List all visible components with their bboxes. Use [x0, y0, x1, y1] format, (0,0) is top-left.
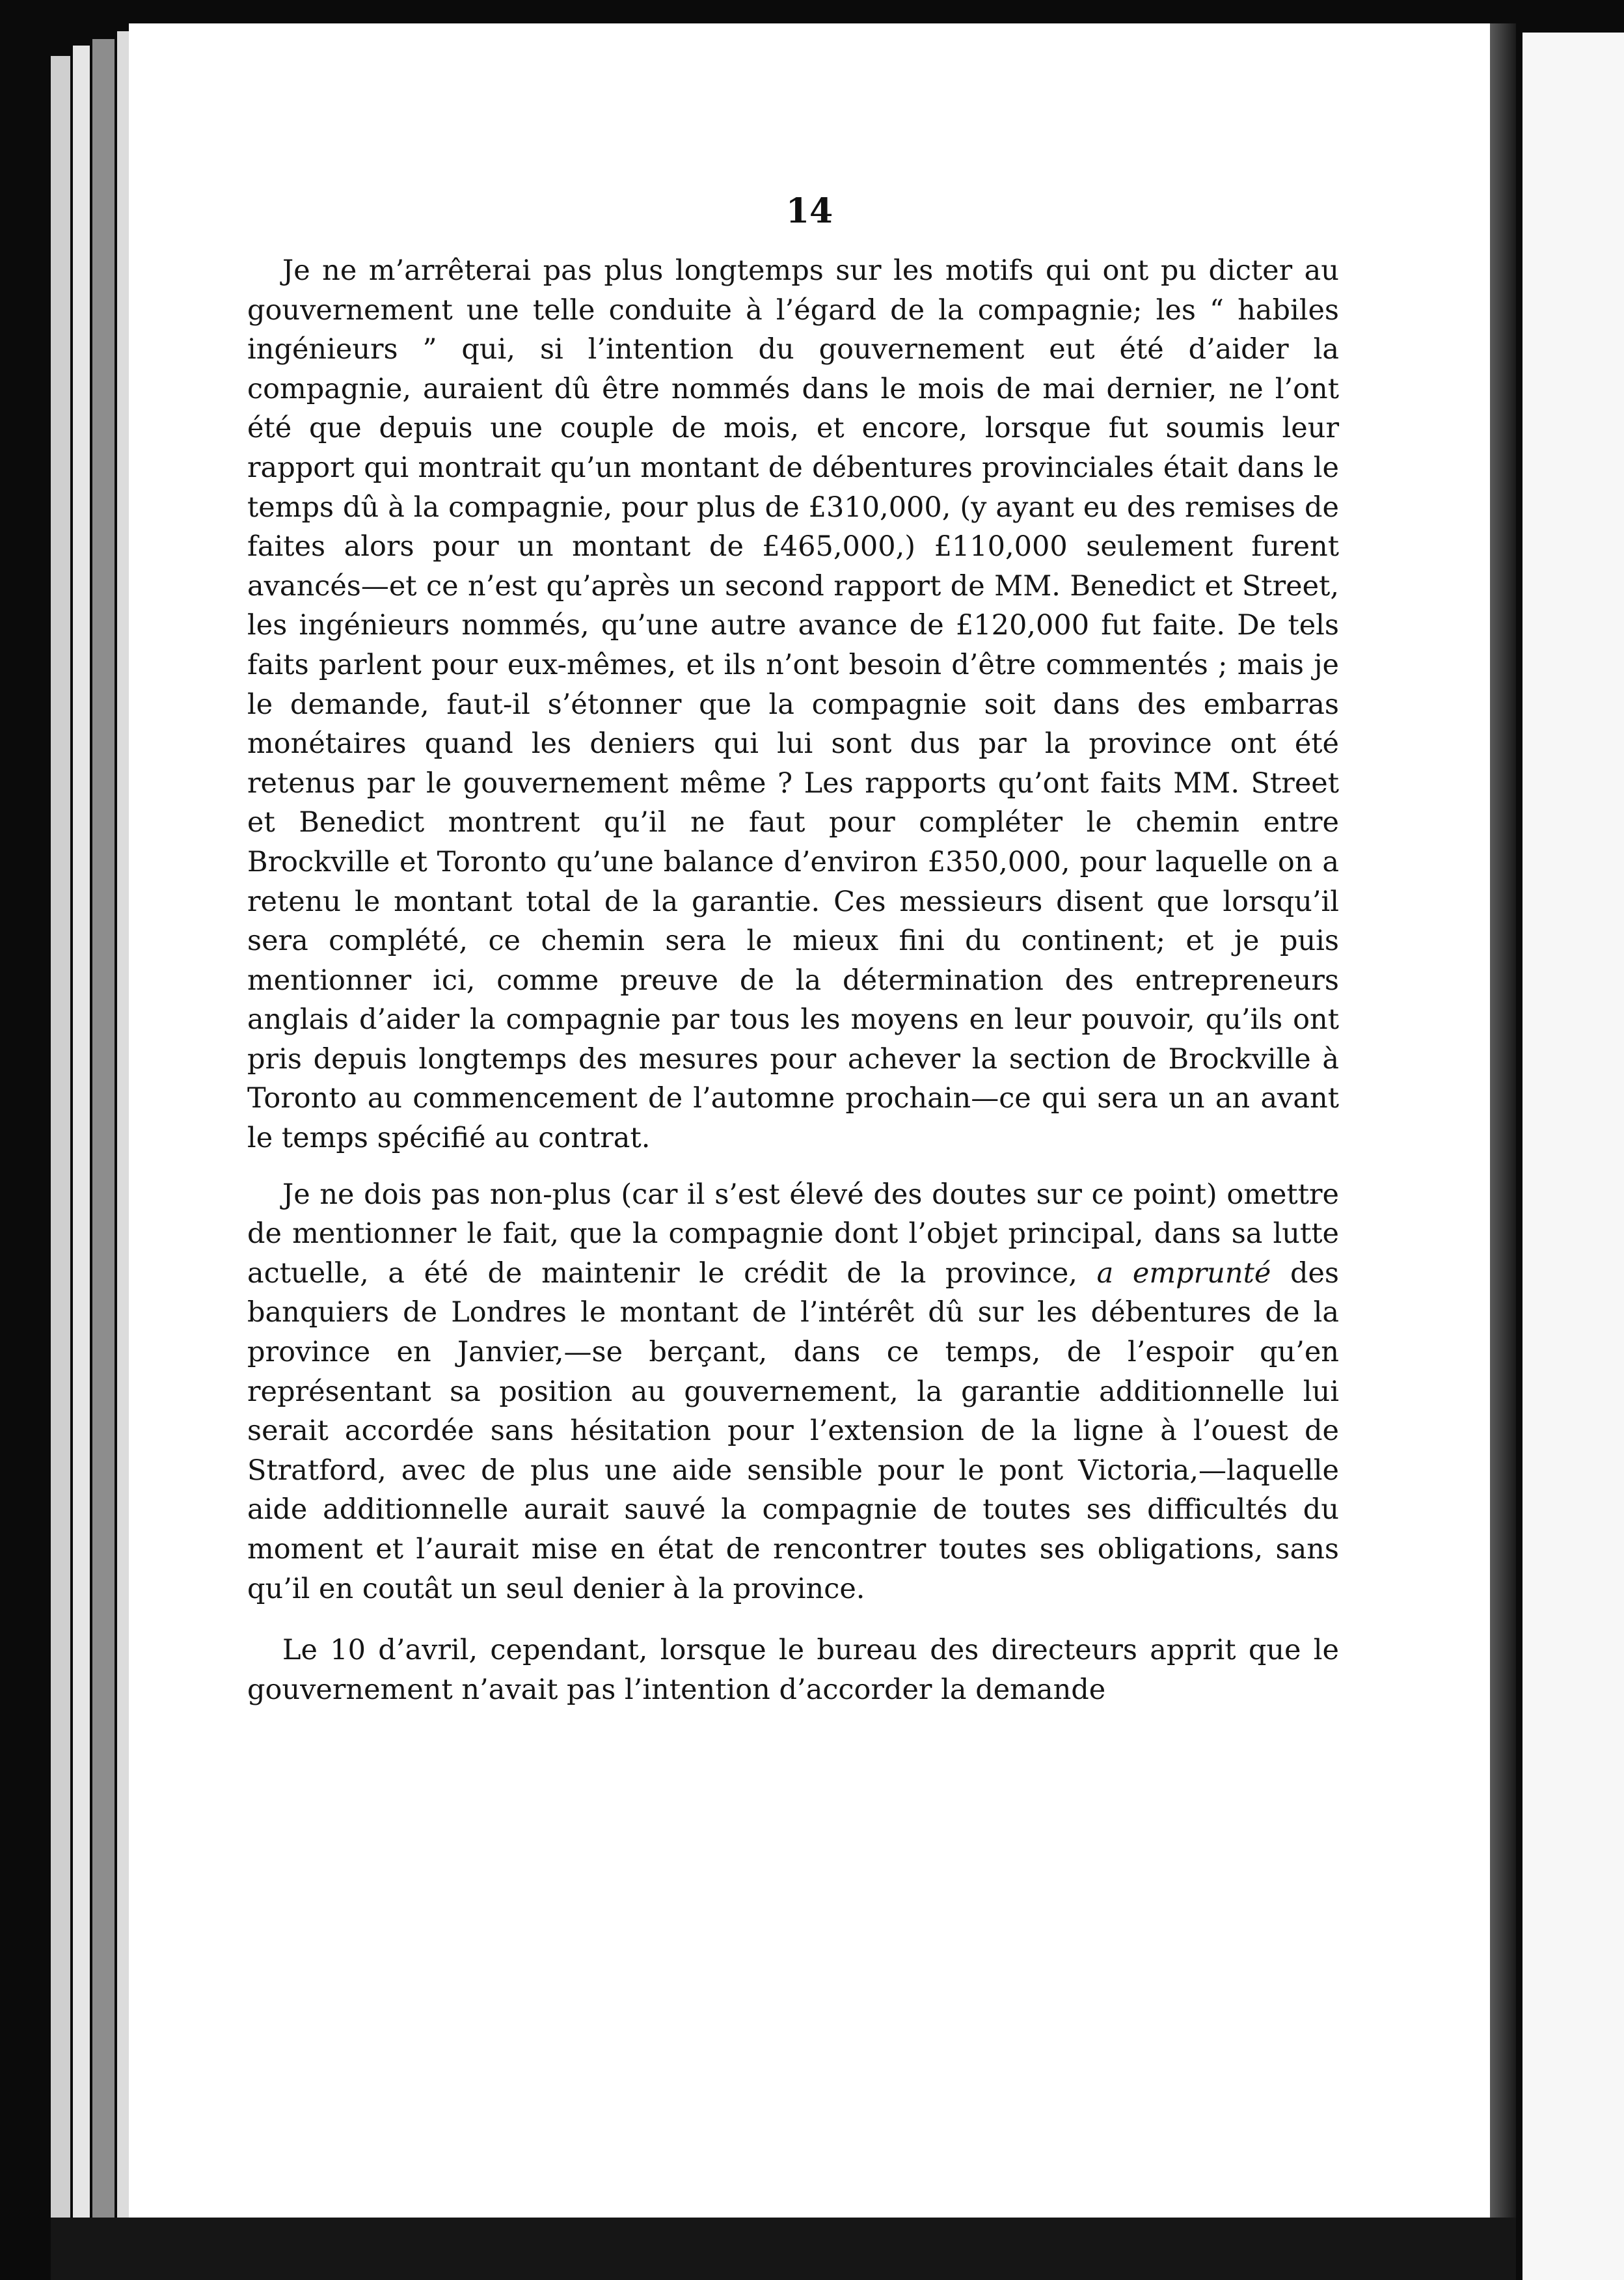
scan-bottom-border: [51, 2218, 1516, 2280]
paragraph: [247, 1175, 1339, 1609]
page-number: 14: [785, 191, 833, 231]
paragraph: Le 10 d’avril, cependant, lorsque le bureau des directeurs apprit que le gouvernement n’avait pas l’intention d’accorder la demande: [247, 1634, 1339, 1706]
page-shadow: [1490, 23, 1516, 2218]
page-edge: [51, 56, 70, 2223]
emphasis-text: a emprunté: [1096, 1256, 1271, 1290]
page-body: [247, 251, 1339, 1709]
page-edge: [73, 46, 90, 2222]
paragraph-text: des banquiers de Londres le montant de l’intérêt dû sur les débentures de la province en Janvier,—se berçant, dans ce temps, de l’espoir qu’en représentant sa position au gouvernement, la garantie additionnelle lui serait accordée sans hésitation pour l’extension de la ligne à l’ouest de Stratford, avec de plus une aide sensible pour le pont Victoria,—laquelle aide additionnelle aurait sauvé la compagnie de toutes ses difficultés du moment et l’aurait mise en état de rencontrer toutes ses obligations, sans qu’il en coutât un seul denier à la province.: [247, 1256, 1339, 1605]
paragraph-text: Je ne dois pas non-plus (car il s’est élevé des doutes sur ce point) omettre de mentionner le fait, que la compagnie dont l’objet principal, dans sa lutte actuelle, a été de maintenir le crédit de la province,: [247, 1178, 1339, 1290]
page-edge: [92, 39, 115, 2222]
adjacent-page: [1522, 33, 1624, 2280]
page-edge: [117, 31, 129, 2224]
paragraph: Je ne m’arrêterai pas plus longtemps sur les motifs qui ont pu dicter au gouvernement une telle conduite à l’égard de la compagnie; les “ habiles ingénieurs ” qui, si l’intention du gouvernement eut été d’aider la compagnie, auraient dû être nommés dans le mois de mai dernier, ne l’ont été que depuis une couple de mois, et encore, lorsque fut soumis leur rapport qui montrait qu’un montant de débentures provinciales était dans le temps dû à la compagnie, pour plus de £310,000, (y ayant eu des remises de faites alors pour un montant de £465,000,) £110,000 seulement furent avancés—et ce n’est qu’après un second rapport de MM. Benedict et Street, les ingénieurs nommés, qu’une autre avance de £120,000 fut faite. De tels faits parlent pour eux-mêmes, et ils n’ont besoin d’être commentés ; mais je le demande, faut-il s’étonner que la compagnie soit dans des embarras monétaires quand les deniers qui lui sont dus par la province ont été retenus par le gouvernement même ? Les rapports qu’ont faits MM. Street et Benedict montrent qu’il ne faut pour compléter le chemin entre Brockville et Toronto qu’une balance d’environ £350,000, pour laquelle on a retenu le montant total de la garantie. Ces messieurs disent que lorsqu’il sera complété, ce chemin sera le mieux fini du continent; et je puis mentionner ici, comme preuve de la détermination des entrepreneurs anglais d’aider la compagnie par tous les moyens en leur pouvoir, qu’ils ont pris depuis longtemps des mesures pour achever la section de Brockville à Toronto au commencement de l’automne prochain—ce qui sera un an avant le temps spécifié au contrat.: [247, 254, 1339, 1155]
